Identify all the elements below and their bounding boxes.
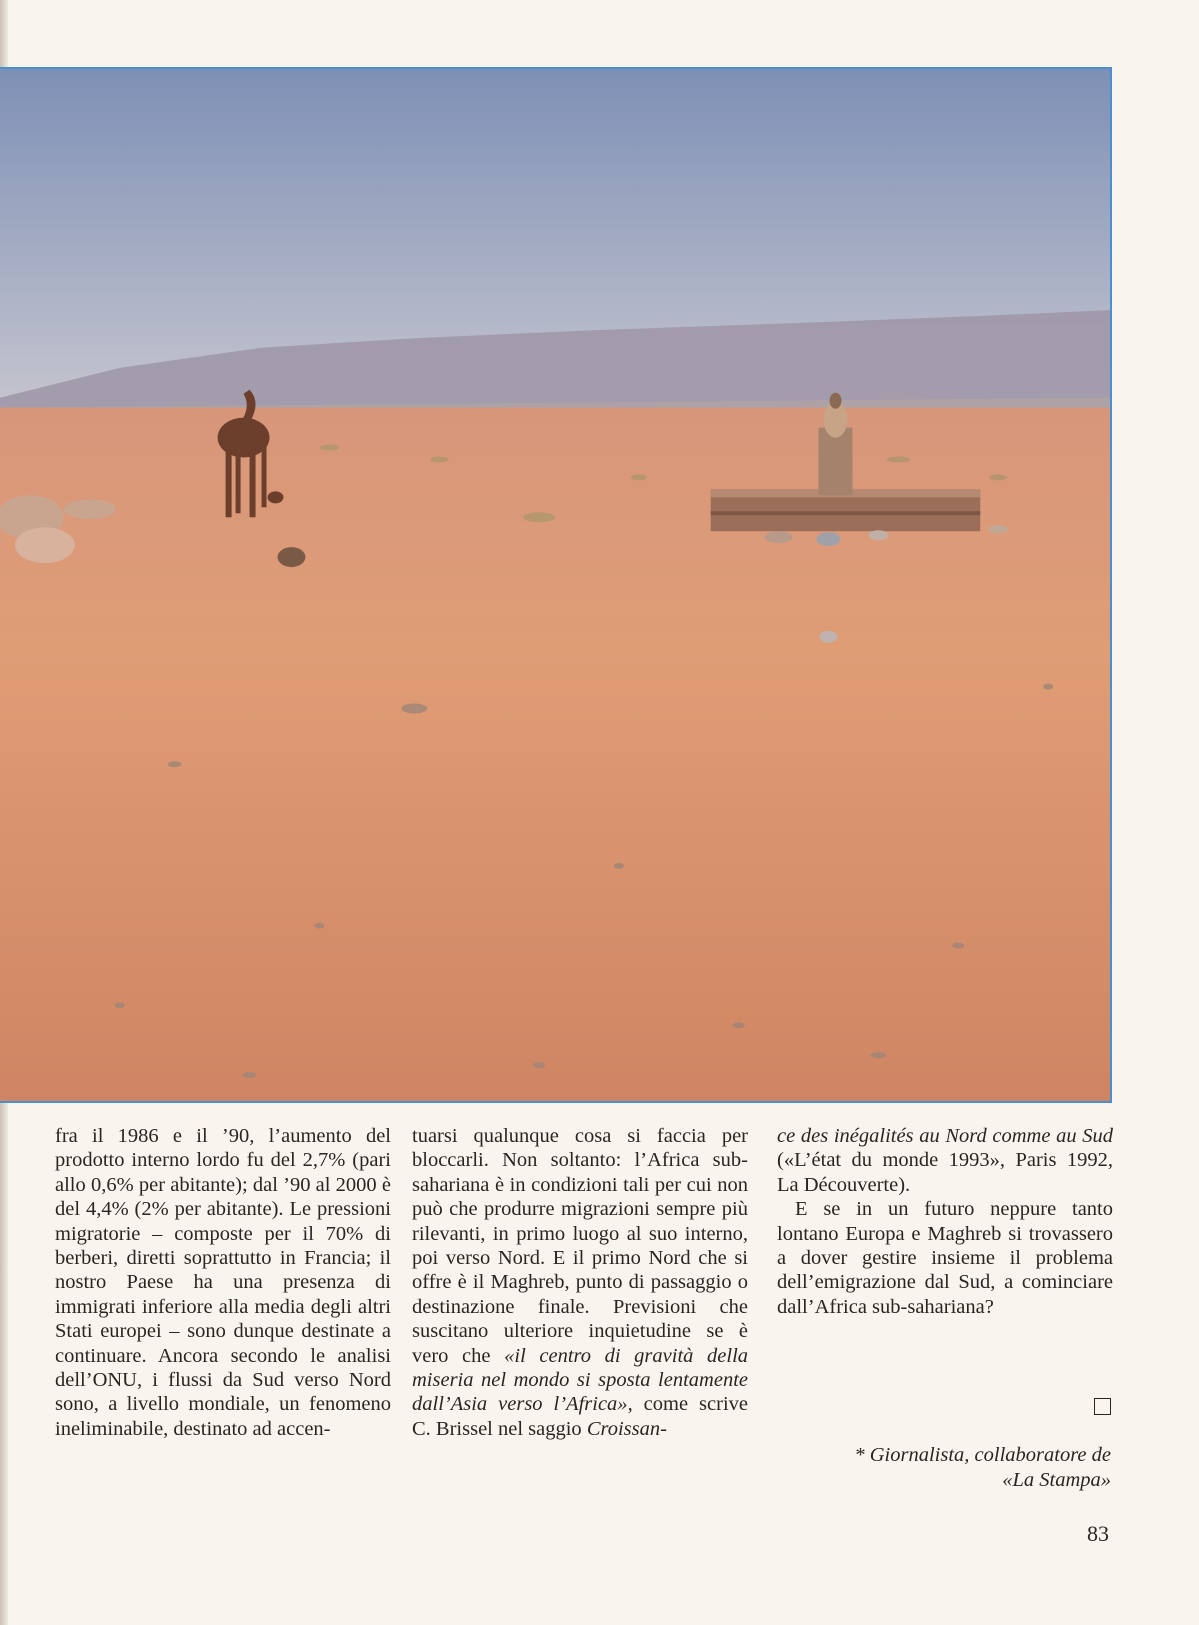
author-footnote bbox=[771, 1443, 1111, 1493]
column-2-book-title: Croissan- bbox=[586, 1417, 667, 1440]
column-2-plain: tuarsi qualunque cosa si faccia per bloccarli. Non soltanto: l’Africa sub-sahariana è in condizioni tali per cui non può che produrre migrazioni sempre più rilevanti, in primo luogo al suo interno, poi verso Nord. E il primo Nord che si offre è il Maghreb, punto di passaggio o destinazione finale. Previsioni che suscitano ulteriore inquietudine se è vero che bbox=[412, 1125, 748, 1367]
column-2-quote: «il centro di gravità della miseria nel mondo si sposta lentamente dall’Asia verso l’Africa» bbox=[412, 1344, 749, 1416]
article-column-3 bbox=[777, 1124, 1113, 1319]
article-column-2 bbox=[412, 1124, 748, 1441]
column-2-text bbox=[412, 1124, 748, 1441]
column-3-paragraph-2: E se in un futuro neppure tanto lontano Europa e Maghreb si trovassero a dover gestire insieme il problema dell’emigrazione dal Sud, a cominciare dall’Africa sub-sahariana? bbox=[777, 1198, 1113, 1318]
column-3-text bbox=[777, 1124, 1113, 1197]
column-1-text: fra il 1986 e il ’90, l’aumento del prodotto interno lordo fu del 2,7% (pari allo 0,6% per abitante); dal ’90 al 2000 è del 4,4% (2% per abitante). Le pressioni migratorie – composte per il 70% di berberi, diretti soprattutto in Francia; il nostro Paese ha una presenza di immigrati inferiore alla media degli altri Stati europei – sono dunque destinate a continuare. Ancora secondo le analisi dell’ONU, i flussi da Sud verso Nord sono, a livello mondiale, un fenomeno ineliminabile, destinato ad accen- bbox=[55, 1125, 391, 1440]
footnote-line-2: «La Stampa» bbox=[1002, 1469, 1111, 1491]
desert-scene bbox=[0, 69, 1110, 1101]
page-number: 83 bbox=[1087, 1521, 1109, 1546]
column-3-book-title: ce des inégalités au Nord comme au Sud bbox=[777, 1125, 1113, 1147]
end-of-article-square-icon bbox=[1094, 1398, 1111, 1415]
desert-photo bbox=[0, 67, 1112, 1103]
column-3-reference: («L’état du monde 1993», Paris 1992, La Découverte). bbox=[777, 1149, 1113, 1196]
column-2-tail: , come scrive C. Brissel nel saggio bbox=[412, 1393, 748, 1440]
footnote-line-1: * Giornalista, collaboratore de bbox=[854, 1444, 1111, 1466]
article-column-1 bbox=[55, 1124, 391, 1441]
